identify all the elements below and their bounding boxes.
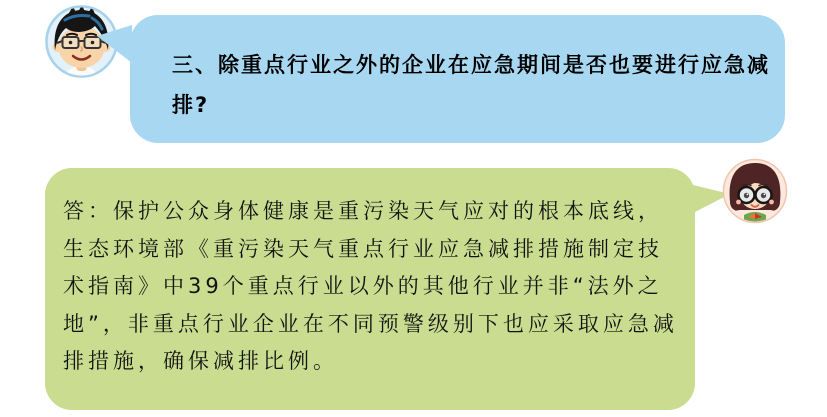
question-text: 三、除重点行业之外的企业在应急期间是否也要进行应急减排? xyxy=(172,53,770,117)
question-bubble-tail-icon xyxy=(97,24,132,64)
question-bubble xyxy=(130,15,785,143)
answer-text: 答：保护公众身体健康是重污染天气应对的根本底线，生态环境部《重污染天气重点行业应急减排措施制定技术指南》中39个重点行业以外的其他行业并非“法外之地”，非重点行业企业在不同预警级别下也应采取应急减排措施，确保减排比例。 xyxy=(63,199,678,373)
girl-avatar xyxy=(722,158,788,224)
answer-bubble xyxy=(45,168,695,410)
